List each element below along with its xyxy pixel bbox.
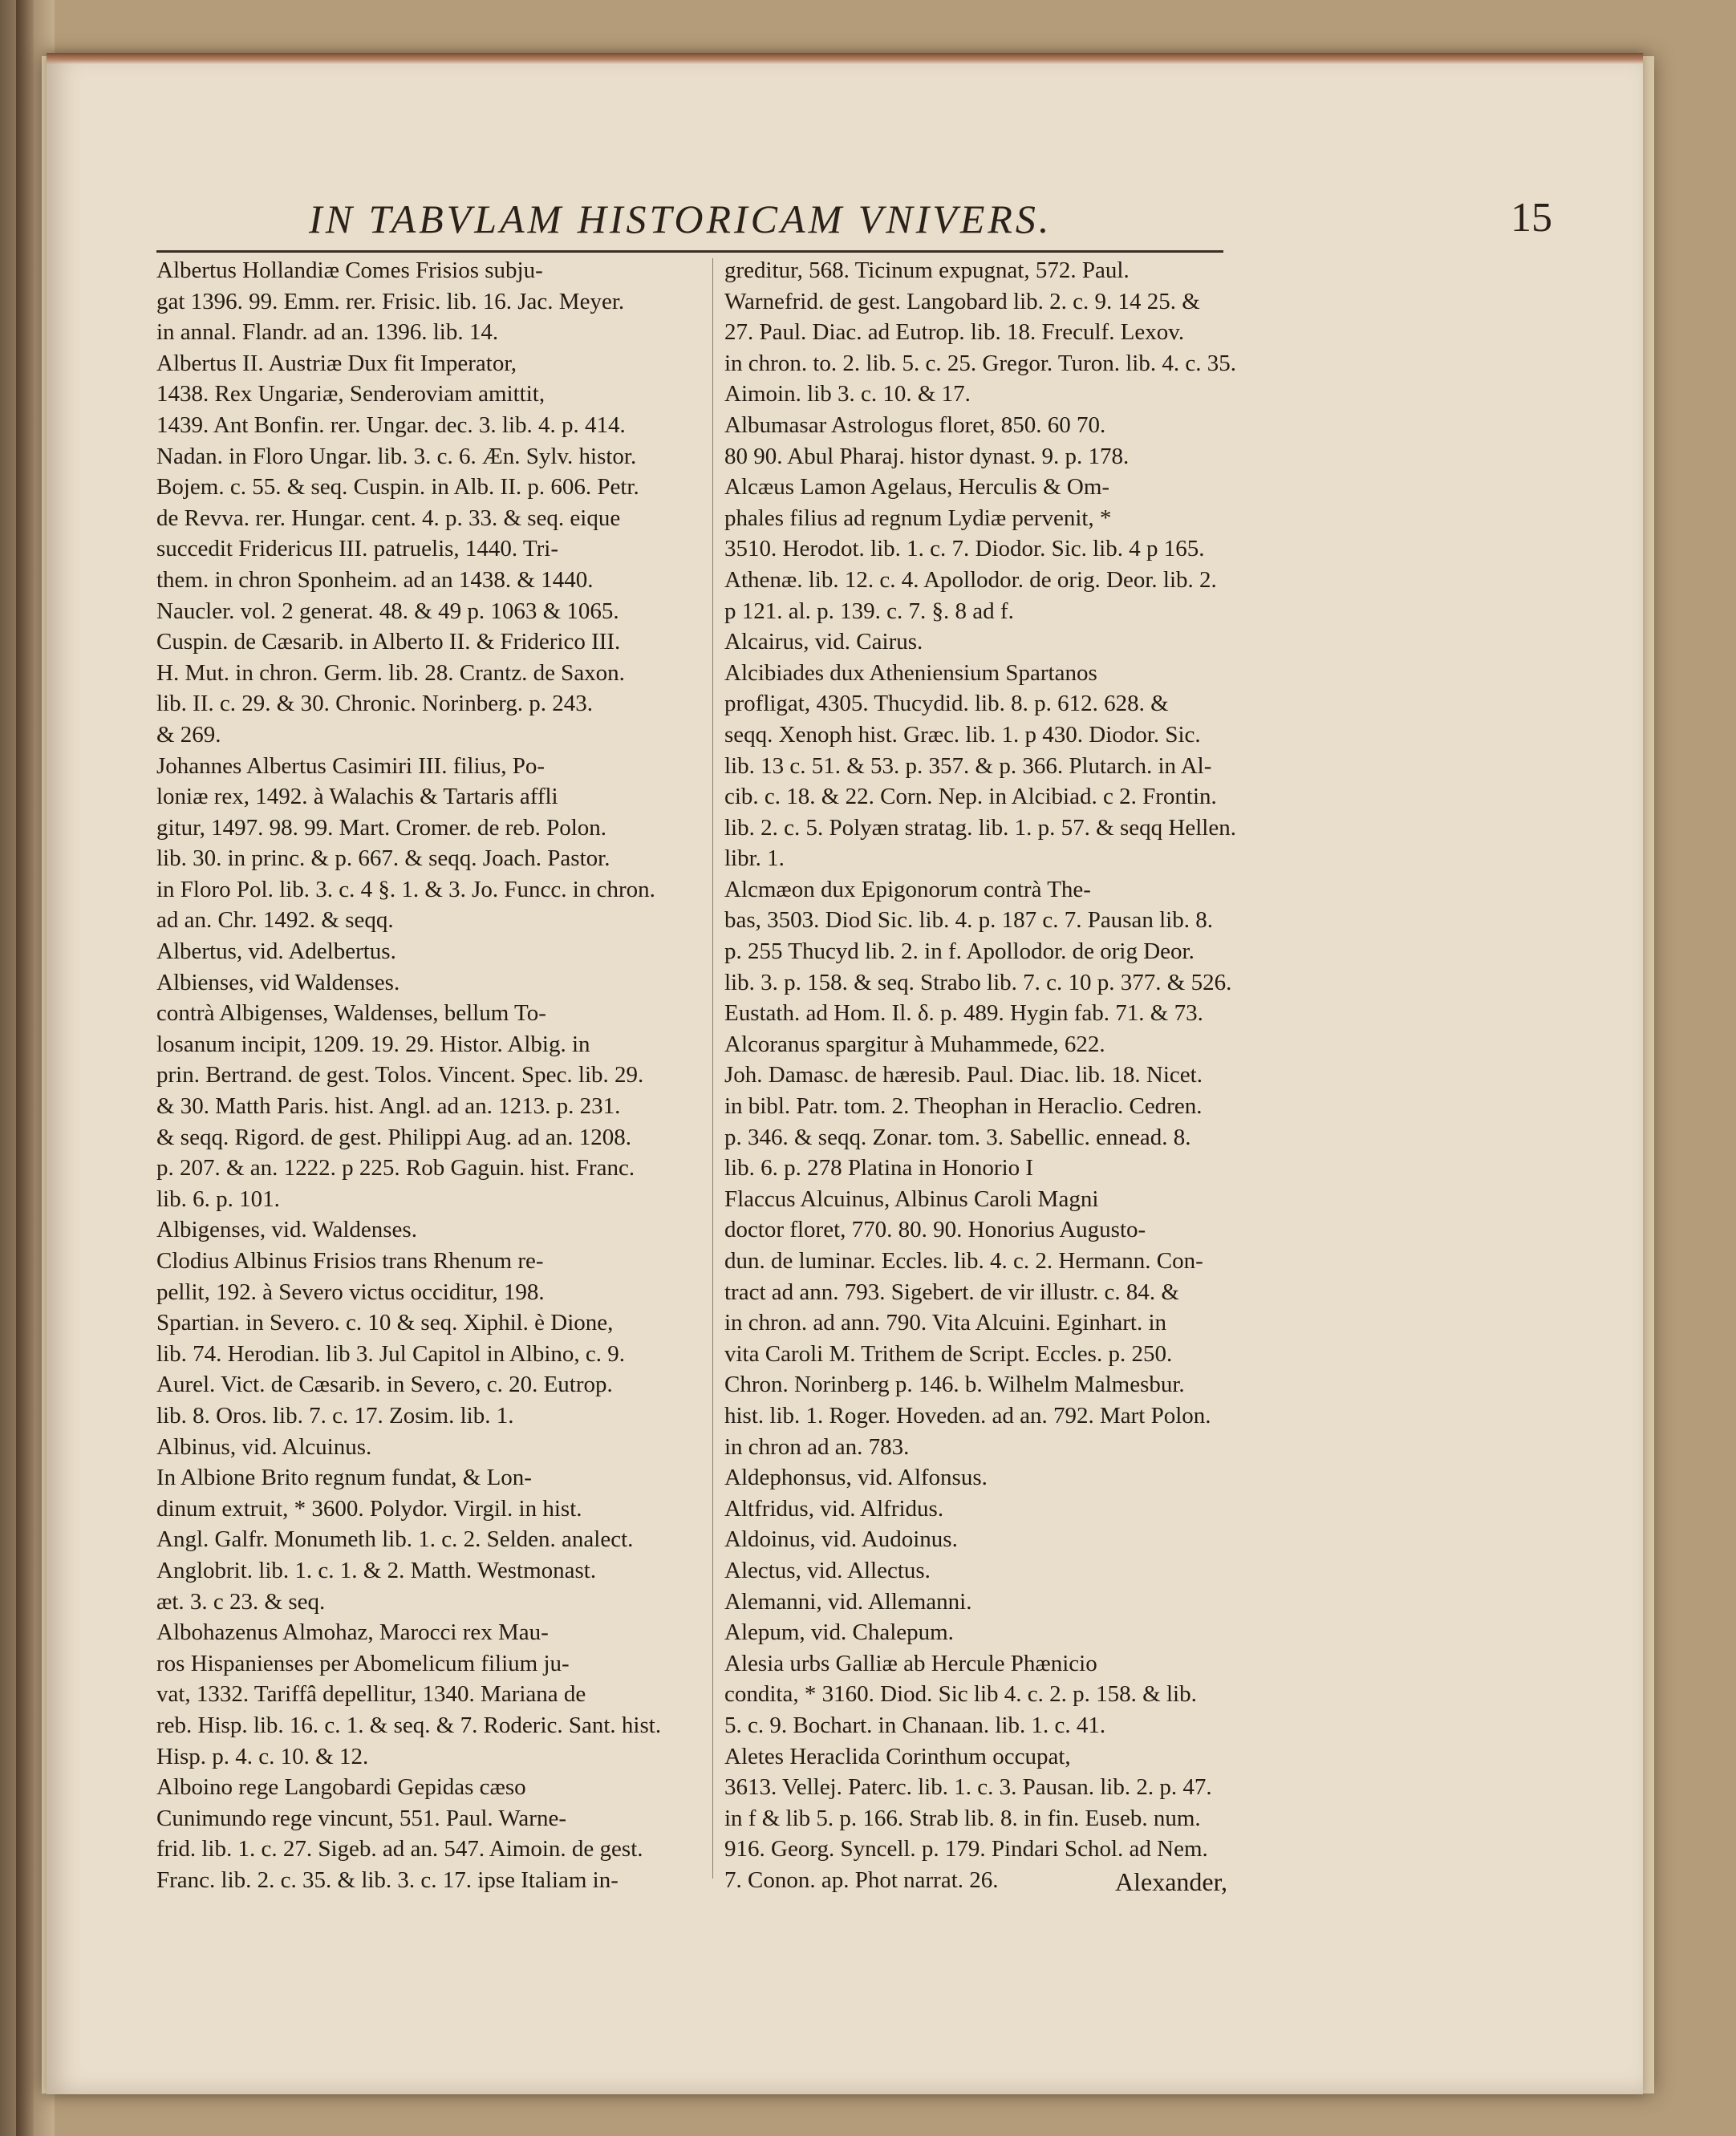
text-line: 80 90. Abul Pharaj. histor dynast. 9. p. 178.: [724, 443, 1130, 469]
text-line: frid. lib. 1. c. 27. Sigeb. ad an. 547. Aimoin. de gest.: [156, 1836, 643, 1862]
text-line: lib. 13 c. 51. & 53. p. 357. & p. 366. Plutarch. in Al-: [724, 752, 1212, 779]
text-line: 27. Paul. Diac. ad Eutrop. lib. 18. Freculf. Lexov.: [724, 319, 1185, 346]
text-line: Albumasar Astrologus floret, 850. 60 70.: [724, 411, 1106, 438]
text-line: 7. Conon. ap. Phot narrat. 26.: [724, 1866, 999, 1893]
text-line: lib. 8. Oros. lib. 7. c. 17. Zosim. lib. 1.: [156, 1402, 514, 1429]
text-line: dun. de luminar. Eccles. lib. 4. c. 2. Hermann. Con-: [724, 1248, 1203, 1274]
text-line: Albertus Hollandiæ Comes Frisios subju-: [156, 257, 543, 283]
text-line: Nadan. in Floro Ungar. lib. 3. c. 6. Æn. Sylv. histor.: [156, 443, 637, 469]
text-line: vat, 1332. Tariffâ depellitur, 1340. Mariana de: [156, 1681, 586, 1708]
text-line: succedit Fridericus III. patruelis, 1440. Tri-: [156, 536, 558, 562]
text-line: Alepum, vid. Chalepum.: [724, 1619, 954, 1646]
text-line: & 269.: [156, 721, 221, 748]
text-line: lib. 30. in princ. & p. 667. & seqq. Joach. Pastor.: [156, 845, 610, 872]
header-rule: [156, 250, 1223, 253]
text-line: Albohazenus Almohaz, Marocci rex Mau-: [156, 1619, 549, 1646]
column-divider: [712, 258, 713, 1879]
text-line: bas, 3503. Diod Sic. lib. 4. p. 187 c. 7. Pausan lib. 8.: [724, 907, 1213, 934]
text-line: Alcairus, vid. Cairus.: [724, 629, 923, 655]
text-line: doctor floret, 770. 80. 90. Honorius Augusto-: [724, 1217, 1146, 1243]
text-line: Alboino rege Langobardi Gepidas cæso: [156, 1774, 526, 1801]
text-line: ad an. Chr. 1492. & seqq.: [156, 907, 394, 934]
text-line: reb. Hisp. lib. 16. c. 1. & seq. & 7. Roderic. Sant. hist.: [156, 1712, 662, 1738]
text-line: Aldoinus, vid. Audoinus.: [724, 1526, 958, 1553]
text-line: Alesia urbs Galliæ ab Hercule Phænicio: [724, 1650, 1097, 1676]
text-line: ros Hispanienses per Abomelicum filium ju-: [156, 1650, 570, 1676]
text-line: Albertus, vid. Adelbertus.: [156, 938, 396, 965]
text-line: 1439. Ant Bonfin. rer. Ungar. dec. 3. lib. 4. p. 414.: [156, 411, 626, 438]
text-line: cib. c. 18. & 22. Corn. Nep. in Alcibiad. c 2. Frontin.: [724, 784, 1217, 810]
text-line: Clodius Albinus Frisios trans Rhenum re-: [156, 1248, 544, 1274]
text-line: lib. II. c. 29. & 30. Chronic. Norinberg. p. 243.: [156, 691, 593, 717]
text-line: Alcæus Lamon Agelaus, Herculis & Om-: [724, 474, 1110, 501]
text-line: losanum incipit, 1209. 19. 29. Histor. Albig. in: [156, 1031, 590, 1057]
text-line: in Floro Pol. lib. 3. c. 4 §. 1. & 3. Jo. Funcc. in chron.: [156, 876, 655, 902]
text-line: dinum extruit, * 3600. Polydor. Virgil. in hist.: [156, 1495, 582, 1522]
text-line: 3510. Herodot. lib. 1. c. 7. Diodor. Sic. lib. 4 p 165.: [724, 536, 1205, 562]
text-line: in bibl. Patr. tom. 2. Theophan in Heraclio. Cedren.: [724, 1093, 1203, 1120]
text-line: Albinus, vid. Alcuinus.: [156, 1433, 372, 1460]
text-line: tract ad ann. 793. Sigebert. de vir illustr. c. 84. &: [724, 1279, 1179, 1305]
text-line: 5. c. 9. Bochart. in Chanaan. lib. 1. c. 41.: [724, 1712, 1106, 1738]
text-line: H. Mut. in chron. Germ. lib. 28. Crantz. de Saxon.: [156, 659, 625, 686]
text-line: Angl. Galfr. Monumeth lib. 1. c. 2. Selden. analect.: [156, 1526, 634, 1553]
catchword: Alexander,: [1115, 1867, 1227, 1896]
text-line: gitur, 1497. 98. 99. Mart. Cromer. de reb. Polon.: [156, 814, 607, 841]
text-line: p. 346. & seqq. Zonar. tom. 3. Sabellic. ennead. 8.: [724, 1124, 1191, 1150]
text-line: Cuspin. de Cæsarib. in Alberto II. & Friderico III.: [156, 629, 621, 655]
text-line: p. 255 Thucyd lib. 2. in f. Apollodor. de orig Deor.: [724, 938, 1195, 965]
text-line: Alcmæon dux Epigonorum contrà The-: [724, 876, 1091, 902]
text-line: Flaccus Alcuinus, Albinus Caroli Magni: [724, 1186, 1099, 1212]
text-line: 1438. Rex Ungariæ, Senderoviam amittit,: [156, 381, 546, 407]
text-line: Alectus, vid. Allectus.: [724, 1557, 931, 1583]
text-line: Albienses, vid Waldenses.: [156, 969, 400, 995]
text-line: de Revva. rer. Hungar. cent. 4. p. 33. & seq. eique: [156, 505, 621, 531]
text-line: Eustath. ad Hom. Il. δ. p. 489. Hygin fab. 71. & 73.: [724, 1000, 1203, 1027]
text-line: Hisp. p. 4. c. 10. & 12.: [156, 1743, 369, 1769]
text-line: lib. 2. c. 5. Polyæn stratag. lib. 1. p. 57. & seqq Hellen.: [724, 814, 1236, 841]
running-title: IN TABVLAM HISTORICAM VNIVERS.: [309, 197, 1053, 241]
text-line: loniæ rex, 1492. à Walachis & Tartaris affli: [156, 784, 558, 810]
page-top-edge: [47, 53, 1643, 64]
text-line: Warnefrid. de gest. Langobard lib. 2. c. 9. 14 25. &: [724, 288, 1200, 314]
page-number: 15: [1511, 195, 1552, 241]
text-line: Albertus II. Austriæ Dux fit Imperator,: [156, 350, 517, 376]
text-line: Athenæ. lib. 12. c. 4. Apollodor. de orig. Deor. lib. 2.: [724, 566, 1217, 593]
text-line: phales filius ad regnum Lydiæ pervenit, *: [724, 505, 1112, 531]
text-line: Alcibiades dux Atheniensium Spartanos: [724, 659, 1097, 686]
text-line: Aldephonsus, vid. Alfonsus.: [724, 1465, 988, 1491]
text-line: in chron ad an. 783.: [724, 1433, 910, 1460]
text-line: them. in chron Sponheim. ad an 1438. & 1440.: [156, 566, 594, 593]
left-column: [156, 255, 702, 1895]
text-line: pellit, 192. à Severo victus occiditur, 198.: [156, 1279, 545, 1305]
text-line: Franc. lib. 2. c. 35. & lib. 3. c. 17. ipse Italiam in-: [156, 1866, 619, 1893]
text-line: in f & lib 5. p. 166. Strab lib. 8. in fin. Euseb. num.: [724, 1805, 1201, 1831]
text-line: lib. 6. p. 278 Platina in Honorio I: [724, 1155, 1034, 1181]
text-line: Cunimundo rege vincunt, 551. Paul. Warne-: [156, 1805, 566, 1831]
text-line: & 30. Matth Paris. hist. Angl. ad an. 1213. p. 231.: [156, 1093, 621, 1120]
text-line: hist. lib. 1. Roger. Hoveden. ad an. 792. Mart Polon.: [724, 1402, 1211, 1429]
text-line: p 121. al. p. 139. c. 7. §. 8 ad f.: [724, 598, 1014, 624]
text-line: lib. 6. p. 101.: [156, 1186, 280, 1212]
binding-gutter: [16, 0, 34, 2136]
text-line: in annal. Flandr. ad an. 1396. lib. 14.: [156, 319, 499, 346]
text-line: 3613. Vellej. Paterc. lib. 1. c. 3. Pausan. lib. 2. p. 47.: [724, 1774, 1212, 1801]
text-line: seqq. Xenoph hist. Græc. lib. 1. p 430. Diodor. Sic.: [724, 721, 1201, 748]
text-line: Altfridus, vid. Alfridus.: [724, 1495, 944, 1522]
text-line: Johannes Albertus Casimiri III. filius, Po-: [156, 752, 546, 779]
text-line: prin. Bertrand. de gest. Tolos. Vincent. Spec. lib. 29.: [156, 1062, 644, 1088]
text-line: contrà Albigenses, Waldenses, bellum To-: [156, 1000, 546, 1027]
text-line: Alemanni, vid. Allemanni.: [724, 1588, 972, 1615]
text-line: Alcoranus spargitur à Muhammede, 622.: [724, 1031, 1105, 1057]
text-line: profligat, 4305. Thucydid. lib. 8. p. 612. 628. &: [724, 691, 1169, 717]
text-line: greditur, 568. Ticinum expugnat, 572. Paul.: [724, 257, 1130, 283]
text-line: lib. 74. Herodian. lib 3. Jul Capitol in Albino, c. 9.: [156, 1340, 625, 1367]
text-line: Aimoin. lib 3. c. 10. & 17.: [724, 381, 971, 407]
text-line: 916. Georg. Syncell. p. 179. Pindari Schol. ad Nem.: [724, 1836, 1208, 1862]
text-line: Aletes Heraclida Corinthum occupat,: [724, 1743, 1071, 1769]
text-line: Albigenses, vid. Waldenses.: [156, 1217, 417, 1243]
text-line: Joh. Damasc. de hæresib. Paul. Diac. lib. 18. Nicet.: [724, 1062, 1203, 1088]
text-line: in chron. to. 2. lib. 5. c. 25. Gregor. Turon. lib. 4. c. 35.: [724, 350, 1236, 376]
text-line: Naucler. vol. 2 generat. 48. & 49 p. 1063 & 1065.: [156, 598, 619, 624]
text-line: condita, * 3160. Diod. Sic lib 4. c. 2. p. 158. & lib.: [724, 1681, 1197, 1708]
text-line: libr. 1.: [724, 845, 785, 872]
text-line: Spartian. in Severo. c. 10 & seq. Xiphil. è Dione,: [156, 1310, 614, 1336]
text-line: vita Caroli M. Trithem de Script. Eccles. p. 250.: [724, 1340, 1173, 1367]
text-line: p. 207. & an. 1222. p 225. Rob Gaguin. hist. Franc.: [156, 1155, 635, 1181]
page-header: [309, 196, 1552, 252]
text-line: lib. 3. p. 158. & seq. Strabo lib. 7. c. 10 p. 377. & 526.: [724, 969, 1232, 995]
text-line: gat 1396. 99. Emm. rer. Frisic. lib. 16. Jac. Meyer.: [156, 288, 625, 314]
right-column: [724, 255, 1302, 1895]
text-line: Chron. Norinberg p. 146. b. Wilhelm Malmesbur.: [724, 1372, 1185, 1398]
text-line: In Albione Brito regnum fundat, & Lon-: [156, 1465, 532, 1491]
text-line: Bojem. c. 55. & seq. Cuspin. in Alb. II. p. 606. Petr.: [156, 474, 639, 501]
text-line: Anglobrit. lib. 1. c. 1. & 2. Matth. Westmonast.: [156, 1557, 597, 1583]
text-line: æt. 3. c 23. & seq.: [156, 1588, 326, 1615]
text-line: in chron. ad ann. 790. Vita Alcuini. Eginhart. in: [724, 1310, 1167, 1336]
text-line: & seqq. Rigord. de gest. Philippi Aug. ad an. 1208.: [156, 1124, 632, 1150]
text-line: Aurel. Vict. de Cæsarib. in Severo, c. 20. Eutrop.: [156, 1372, 613, 1398]
